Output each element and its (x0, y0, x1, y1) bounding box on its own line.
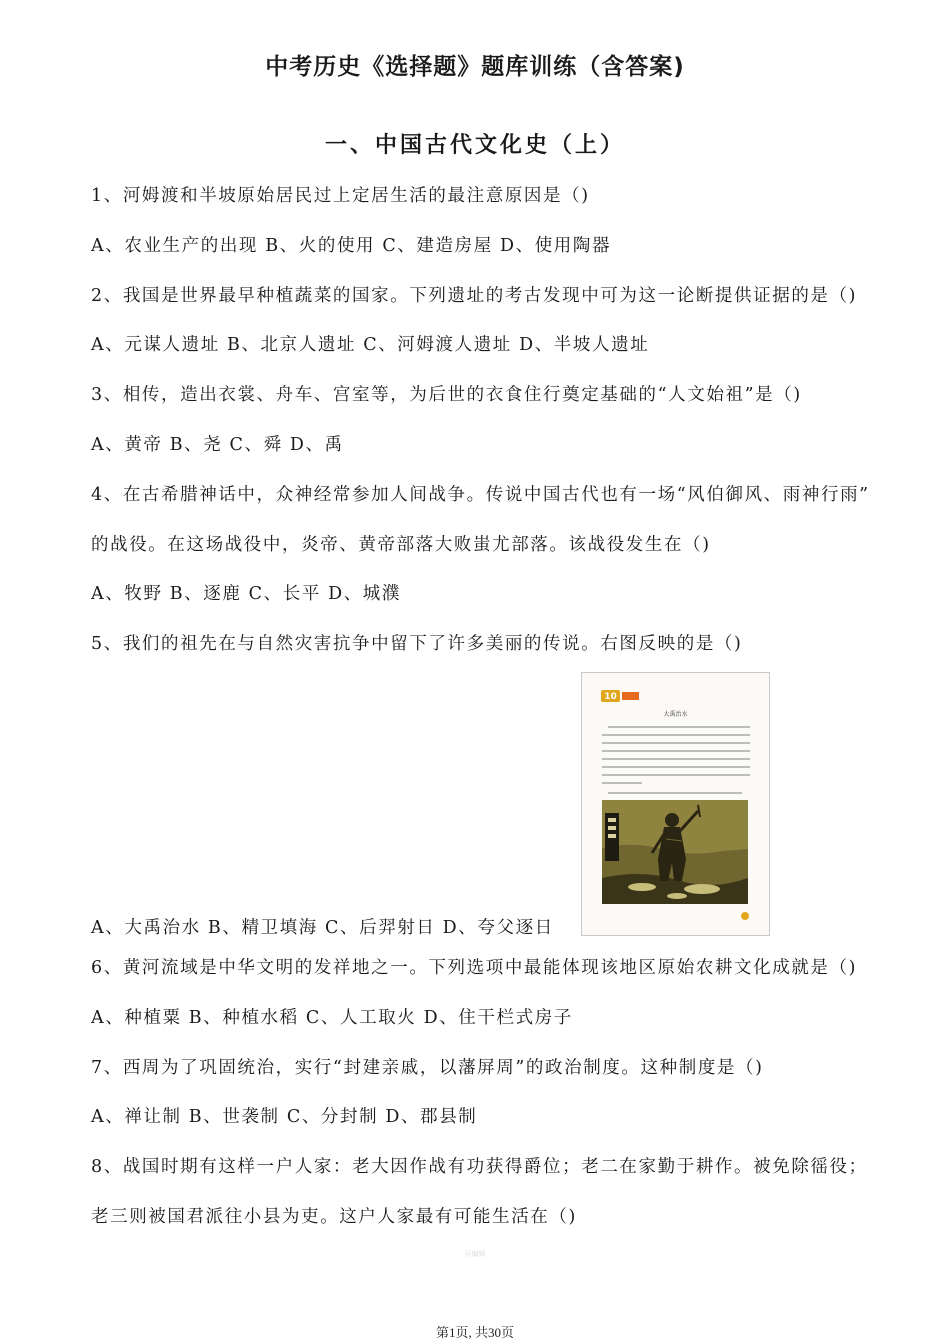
watermark: 可编辑 (464, 1250, 486, 1258)
question-6-options: A、种植粟 B、种植水稻 C、人工取火 D、住干栏式房子 (91, 1008, 573, 1028)
question-5: 5、我们的祖先在与自然灾害抗争中留下了许多美丽的传说。右图反映的是（) (91, 634, 743, 654)
question-7: 7、西周为了巩固统治，实行“封建亲戚，以藩屏周”的政治制度。这种制度是（) (91, 1058, 764, 1078)
page-title: 中考历史《选择题》题库训练（含答案) (265, 54, 685, 80)
question-6: 6、黄河流域是中华文明的发祥地之一。下列选项中最能体现该地区原始农耕文化成就是（) (91, 958, 858, 978)
figure-story-text (602, 727, 750, 793)
yu-painting (602, 800, 748, 904)
question-3: 3、相传，造出衣裳、舟车、宫室等，为后世的衣食住行奠定基础的“人文始祖”是（) (91, 385, 802, 405)
figure-badge-number: 10 (604, 692, 617, 702)
question-7-options: A、禅让制 B、世袭制 C、分封制 D、郡县制 (91, 1107, 478, 1127)
figure-page-mark (741, 912, 749, 920)
question-8-continued: 老三则被国君派往小县为吏。这户人家最有可能生活在（) (91, 1207, 577, 1227)
question-2-options: A、元谋人遗址 B、北京人遗址 C、河姆渡人遗址 D、半坡人遗址 (91, 335, 650, 355)
dayu-illustration (581, 672, 770, 936)
figure-badge (601, 690, 639, 702)
figure-heading: 大禹治水 (663, 711, 688, 718)
question-1: 1、河姆渡和半坡原始居民过上定居生活的最注意原因是（) (91, 186, 590, 206)
question-2: 2、我国是世界最早种植蔬菜的国家。下列遗址的考古发现中可为这一论断提供证据的是（) (91, 286, 858, 306)
question-4: 4、在古希腊神话中，众神经常参加人间战争。传说中国古代也有一场“风伯御风、雨神行雨” (91, 485, 870, 505)
section-title: 一、中国古代文化史（上） (324, 133, 625, 158)
question-8: 8、战国时期有这样一户人家：老大因作战有功获得爵位；老二在家勤于耕作。被免除徭役； (91, 1157, 868, 1177)
question-5-options: A、大禹治水 B、精卫填海 C、后羿射日 D、夸父逐日 (91, 918, 554, 938)
question-1-options: A、农业生产的出现 B、火的使用 C、建造房屋 D、使用陶器 (91, 236, 612, 256)
question-3-options: A、黄帝 B、尧 C、舜 D、禹 (91, 435, 344, 455)
page-number: 第1页, 共30页 (435, 1325, 514, 1340)
question-4-continued: 的战役。在这场战役中，炎帝、黄帝部落大败蚩尤部落。该战役发生在（) (91, 535, 711, 555)
question-4-options: A、牧野 B、逐鹿 C、长平 D、城濮 (91, 584, 402, 604)
